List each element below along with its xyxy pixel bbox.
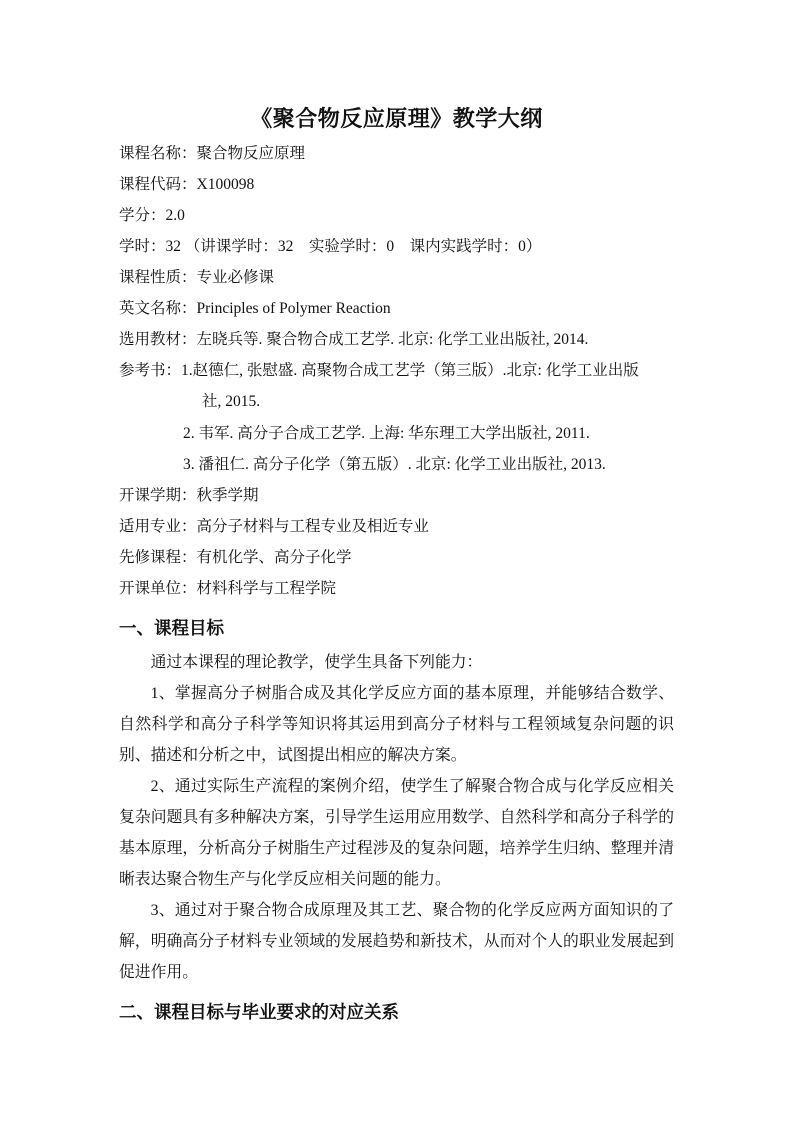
info-label: 课程代码： [119, 176, 197, 193]
section-heading-objectives: 一、课程目标 [119, 619, 224, 639]
info-textbook [119, 330, 588, 350]
info-label: 开课学期： [119, 487, 197, 504]
info-value: 32 （讲课学时：32 实验学时：0 课内实践学时：0） [165, 238, 542, 255]
info-label: 课程名称： [119, 145, 197, 162]
info-english-name [119, 299, 391, 319]
info-value: 左晓兵等. 聚合物合成工艺学. 北京: 化学工业出版社, 2014. [196, 331, 589, 348]
references-label: 参考书： [119, 362, 182, 379]
info-course-type [119, 268, 274, 288]
document-title: 《聚合物反应原理》教学大纲 [250, 106, 543, 131]
info-prerequisites [119, 548, 352, 568]
objective-2: 2、通过实际生产流程的案例介绍，使学生了解聚合物合成与化学反应相关复杂问题具有多种解决方案，引导学生运用应用数学、自然科学和高分子科学的基本原理，分析高分子树脂生产过程涉及的复杂问题，培养学生归纳、整理并清晰表达聚合物生产与化学反应相关问题的能力。 [119, 778, 674, 889]
reference-item: 3. 潘祖仁. 高分子化学（第五版）. 北京: 化学工业出版社, 2013. [183, 456, 606, 473]
info-label: 先修课程： [119, 549, 197, 566]
objective-3: 3、通过对于聚合物合成原理及其工艺、聚合物的化学反应两方面知识的了解，明确高分子材料专业领域的发展趋势和新技术，从而对个人的职业发展起到促进作用。 [119, 902, 674, 982]
info-label: 学时： [119, 238, 166, 255]
info-label: 英文名称： [119, 300, 197, 317]
info-course-name [119, 144, 305, 164]
info-value: 聚合物反应原理 [196, 145, 306, 162]
references [119, 361, 639, 381]
info-value: 高分子材料与工程专业及相近专业 [196, 518, 430, 535]
info-label: 适用专业： [119, 518, 197, 535]
info-value: 2.0 [165, 207, 185, 224]
info-course-code [119, 175, 254, 195]
info-hours [119, 237, 541, 257]
info-semester [119, 486, 259, 506]
info-label: 学分： [119, 207, 166, 224]
reference-item: 1.赵德仁, 张慰盛. 高聚物合成工艺学（第三版）.北京: 化学工业出版 [181, 362, 639, 379]
info-label: 开课单位： [119, 580, 197, 597]
reference-item-continuation: 社, 2015. [202, 393, 261, 410]
info-value: 有机化学、高分子化学 [196, 549, 352, 566]
info-credits [119, 206, 185, 226]
info-value: 秋季学期 [196, 487, 259, 504]
info-value: X100098 [196, 176, 255, 193]
info-department [119, 579, 336, 599]
section-heading-mapping: 二、课程目标与毕业要求的对应关系 [119, 1003, 399, 1023]
objective-1: 1、掌握高分子树脂合成及其化学反应方面的基本原理，并能够结合数学、自然科学和高分子科学等知识将其运用到高分子材料与工程领域复杂问题的识别、描述和分析之中，试图提出相应的解决方案。 [119, 685, 674, 765]
objectives-intro: 通过本课程的理论教学，使学生具备下列能力： [150, 654, 483, 671]
info-value: 专业必修课 [196, 269, 275, 286]
info-label: 选用教材： [119, 331, 197, 348]
reference-item: 2. 韦军. 高分子合成工艺学. 上海: 华东理工大学出版社, 2011. [183, 425, 590, 442]
info-major [119, 517, 429, 537]
info-label: 课程性质： [119, 269, 197, 286]
info-value: 材料科学与工程学院 [196, 580, 337, 597]
info-value: Principles of Polymer Reaction [196, 300, 391, 317]
